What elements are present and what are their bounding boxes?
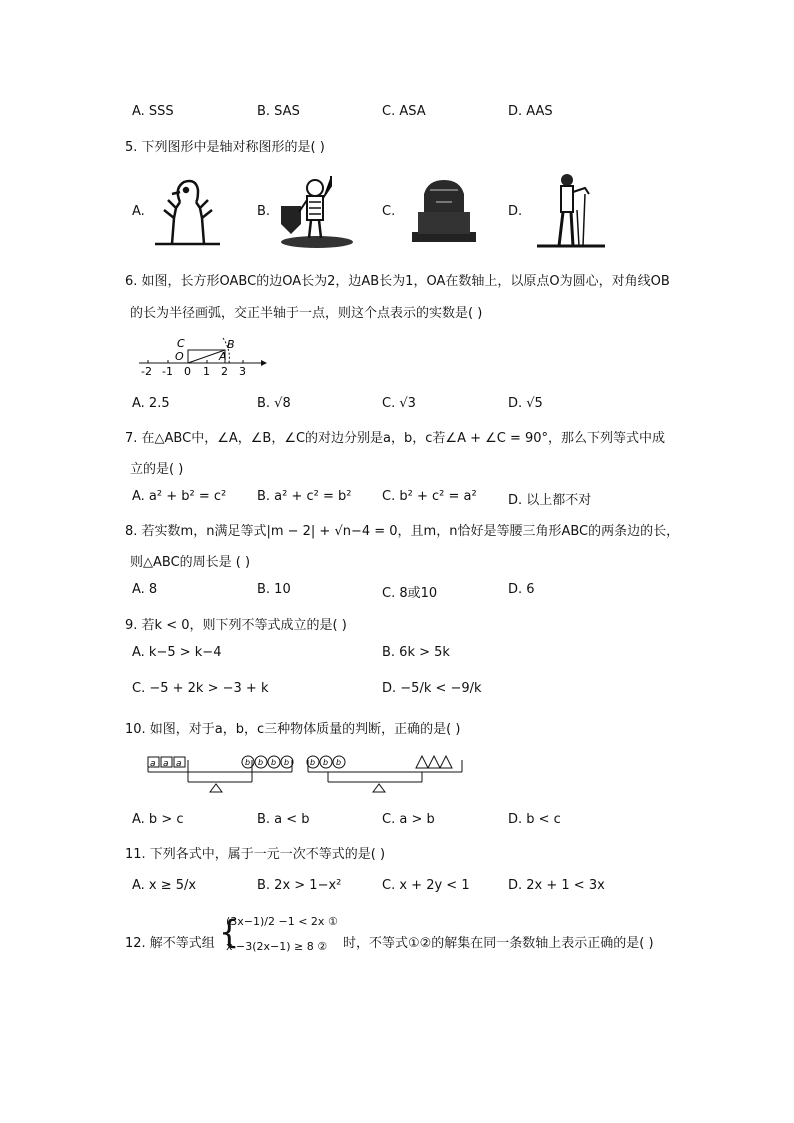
q9-option-c: C. −5 + 2k > −3 + k: [132, 681, 269, 696]
q8-line1: 8. 若实数m，n满足等式|m − 2| + √n−4 = 0，且m，n恰好是等腰三角形ABC的两条边的长，: [125, 524, 680, 539]
q12-inequality-1: (3x−1)/2 −1 < 2x ①: [226, 915, 338, 928]
q11-option-a: A. x ≥ 5/x: [132, 878, 197, 893]
q10-option-c: C. a > b: [382, 812, 435, 827]
q10-option-a: A. b > c: [132, 812, 184, 827]
q7-option-d: D. 以上都不对: [508, 493, 592, 508]
q5-figure-d: [533, 170, 609, 250]
q11-option-c: C. x + 2y < 1: [382, 878, 470, 893]
q9-option-a: A. k−5 > k−4: [132, 645, 222, 660]
q10-label-a: a: [163, 759, 169, 769]
q6-line1: 6. 如图，长方形OABC的边OA长为2，边AB长为1，OA在数轴上，以原点O为圆心，对角线OB: [125, 274, 670, 289]
q6-tick-label: -2: [141, 365, 152, 378]
q7-option-c: C. b² + c² = a²: [382, 489, 477, 504]
q10-stem: 10. 如图，对于a，b，c三种物体质量的判断，正确的是( ): [125, 722, 461, 737]
q12-prefix: 12. 解不等式组: [125, 936, 215, 951]
q4-option-b: B. SAS: [257, 104, 300, 119]
q6-option-b: B. √8: [257, 396, 291, 411]
q11-stem: 11. 下列各式中，属于一元一次不等式的是( ): [125, 847, 386, 862]
q8-option-b: B. 10: [257, 582, 291, 597]
q5-option-c: C.: [382, 204, 396, 219]
q12-system-brace: {: [219, 913, 240, 951]
q7-option-b: B. a² + c² = b²: [257, 489, 352, 504]
q10-label-b: b: [245, 758, 251, 767]
q6-tick-label: 1: [203, 365, 210, 378]
q5-figure-c: [408, 176, 480, 244]
q10-label-a: a: [176, 759, 182, 769]
q12-inequality-2: x −3(2x−1) ≥ 8 ②: [226, 940, 328, 953]
q10-balance-figure: [140, 752, 470, 796]
q11-option-d: D. 2x + 1 < 3x: [508, 878, 605, 893]
q10-label-b: b: [310, 758, 316, 767]
q10-label-a: a: [150, 759, 156, 769]
q4-option-a: A. SSS: [132, 104, 174, 119]
q9-stem: 9. 若k < 0，则下列不等式成立的是( ): [125, 618, 347, 633]
q6-label-a: A: [219, 350, 227, 363]
q5-figure-a: [150, 178, 226, 248]
q6-option-a: A. 2.5: [132, 396, 170, 411]
q6-label-o: O: [175, 350, 184, 363]
q10-label-b: b: [258, 758, 264, 767]
q4-option-d: D. AAS: [508, 104, 553, 119]
q5-option-b: B.: [257, 204, 271, 219]
q10-label-b: b: [323, 758, 329, 767]
q11-option-b: B. 2x > 1−x²: [257, 878, 342, 893]
q8-option-c: C. 8或10: [382, 586, 438, 601]
q10-option-b: B. a < b: [257, 812, 310, 827]
q4-option-c: C. ASA: [382, 104, 426, 119]
q8-line2: 则△ABC的周长是 ( ): [130, 555, 251, 570]
q6-label-b: B: [227, 338, 235, 351]
q7-line2: 立的是( ): [130, 462, 184, 477]
q6-label-c: C: [177, 337, 185, 350]
q6-tick-label: -1: [162, 365, 173, 378]
q6-tick-label: 3: [239, 365, 246, 378]
q5-stem: 5. 下列图形中是轴对称图形的是( ): [125, 140, 325, 155]
q10-label-b: b: [284, 758, 290, 767]
q9-option-b: B. 6k > 5k: [382, 645, 450, 660]
q10-label-b: b: [271, 758, 277, 767]
q7-line1: 7. 在△ABC中，∠A，∠B，∠C的对边分别是a，b，c若∠A + ∠C = 90°，那么下列等式中成: [125, 431, 666, 446]
q6-tick-label: 0: [184, 365, 191, 378]
q10-label-b: b: [336, 758, 342, 767]
q7-option-a: A. a² + b² = c²: [132, 489, 227, 504]
q9-option-d: D. −5/k < −9/k: [382, 681, 482, 696]
q6-option-c: C. √3: [382, 396, 416, 411]
q8-option-a: A. 8: [132, 582, 158, 597]
q6-line2: 的长为半径画弧，交正半轴于一点，则这个点表示的实数是( ): [130, 306, 483, 321]
q12-suffix: 时，不等式①②的解集在同一条数轴上表示正确的是( ): [343, 936, 654, 951]
q8-option-d: D. 6: [508, 582, 535, 597]
q10-option-d: D. b < c: [508, 812, 561, 827]
q5-figure-b: [275, 172, 355, 252]
q5-option-a: A.: [132, 204, 145, 219]
q6-number-line-figure: [135, 330, 270, 378]
q6-option-d: D. √5: [508, 396, 543, 411]
q5-option-d: D.: [508, 204, 523, 219]
q6-tick-label: 2: [221, 365, 228, 378]
